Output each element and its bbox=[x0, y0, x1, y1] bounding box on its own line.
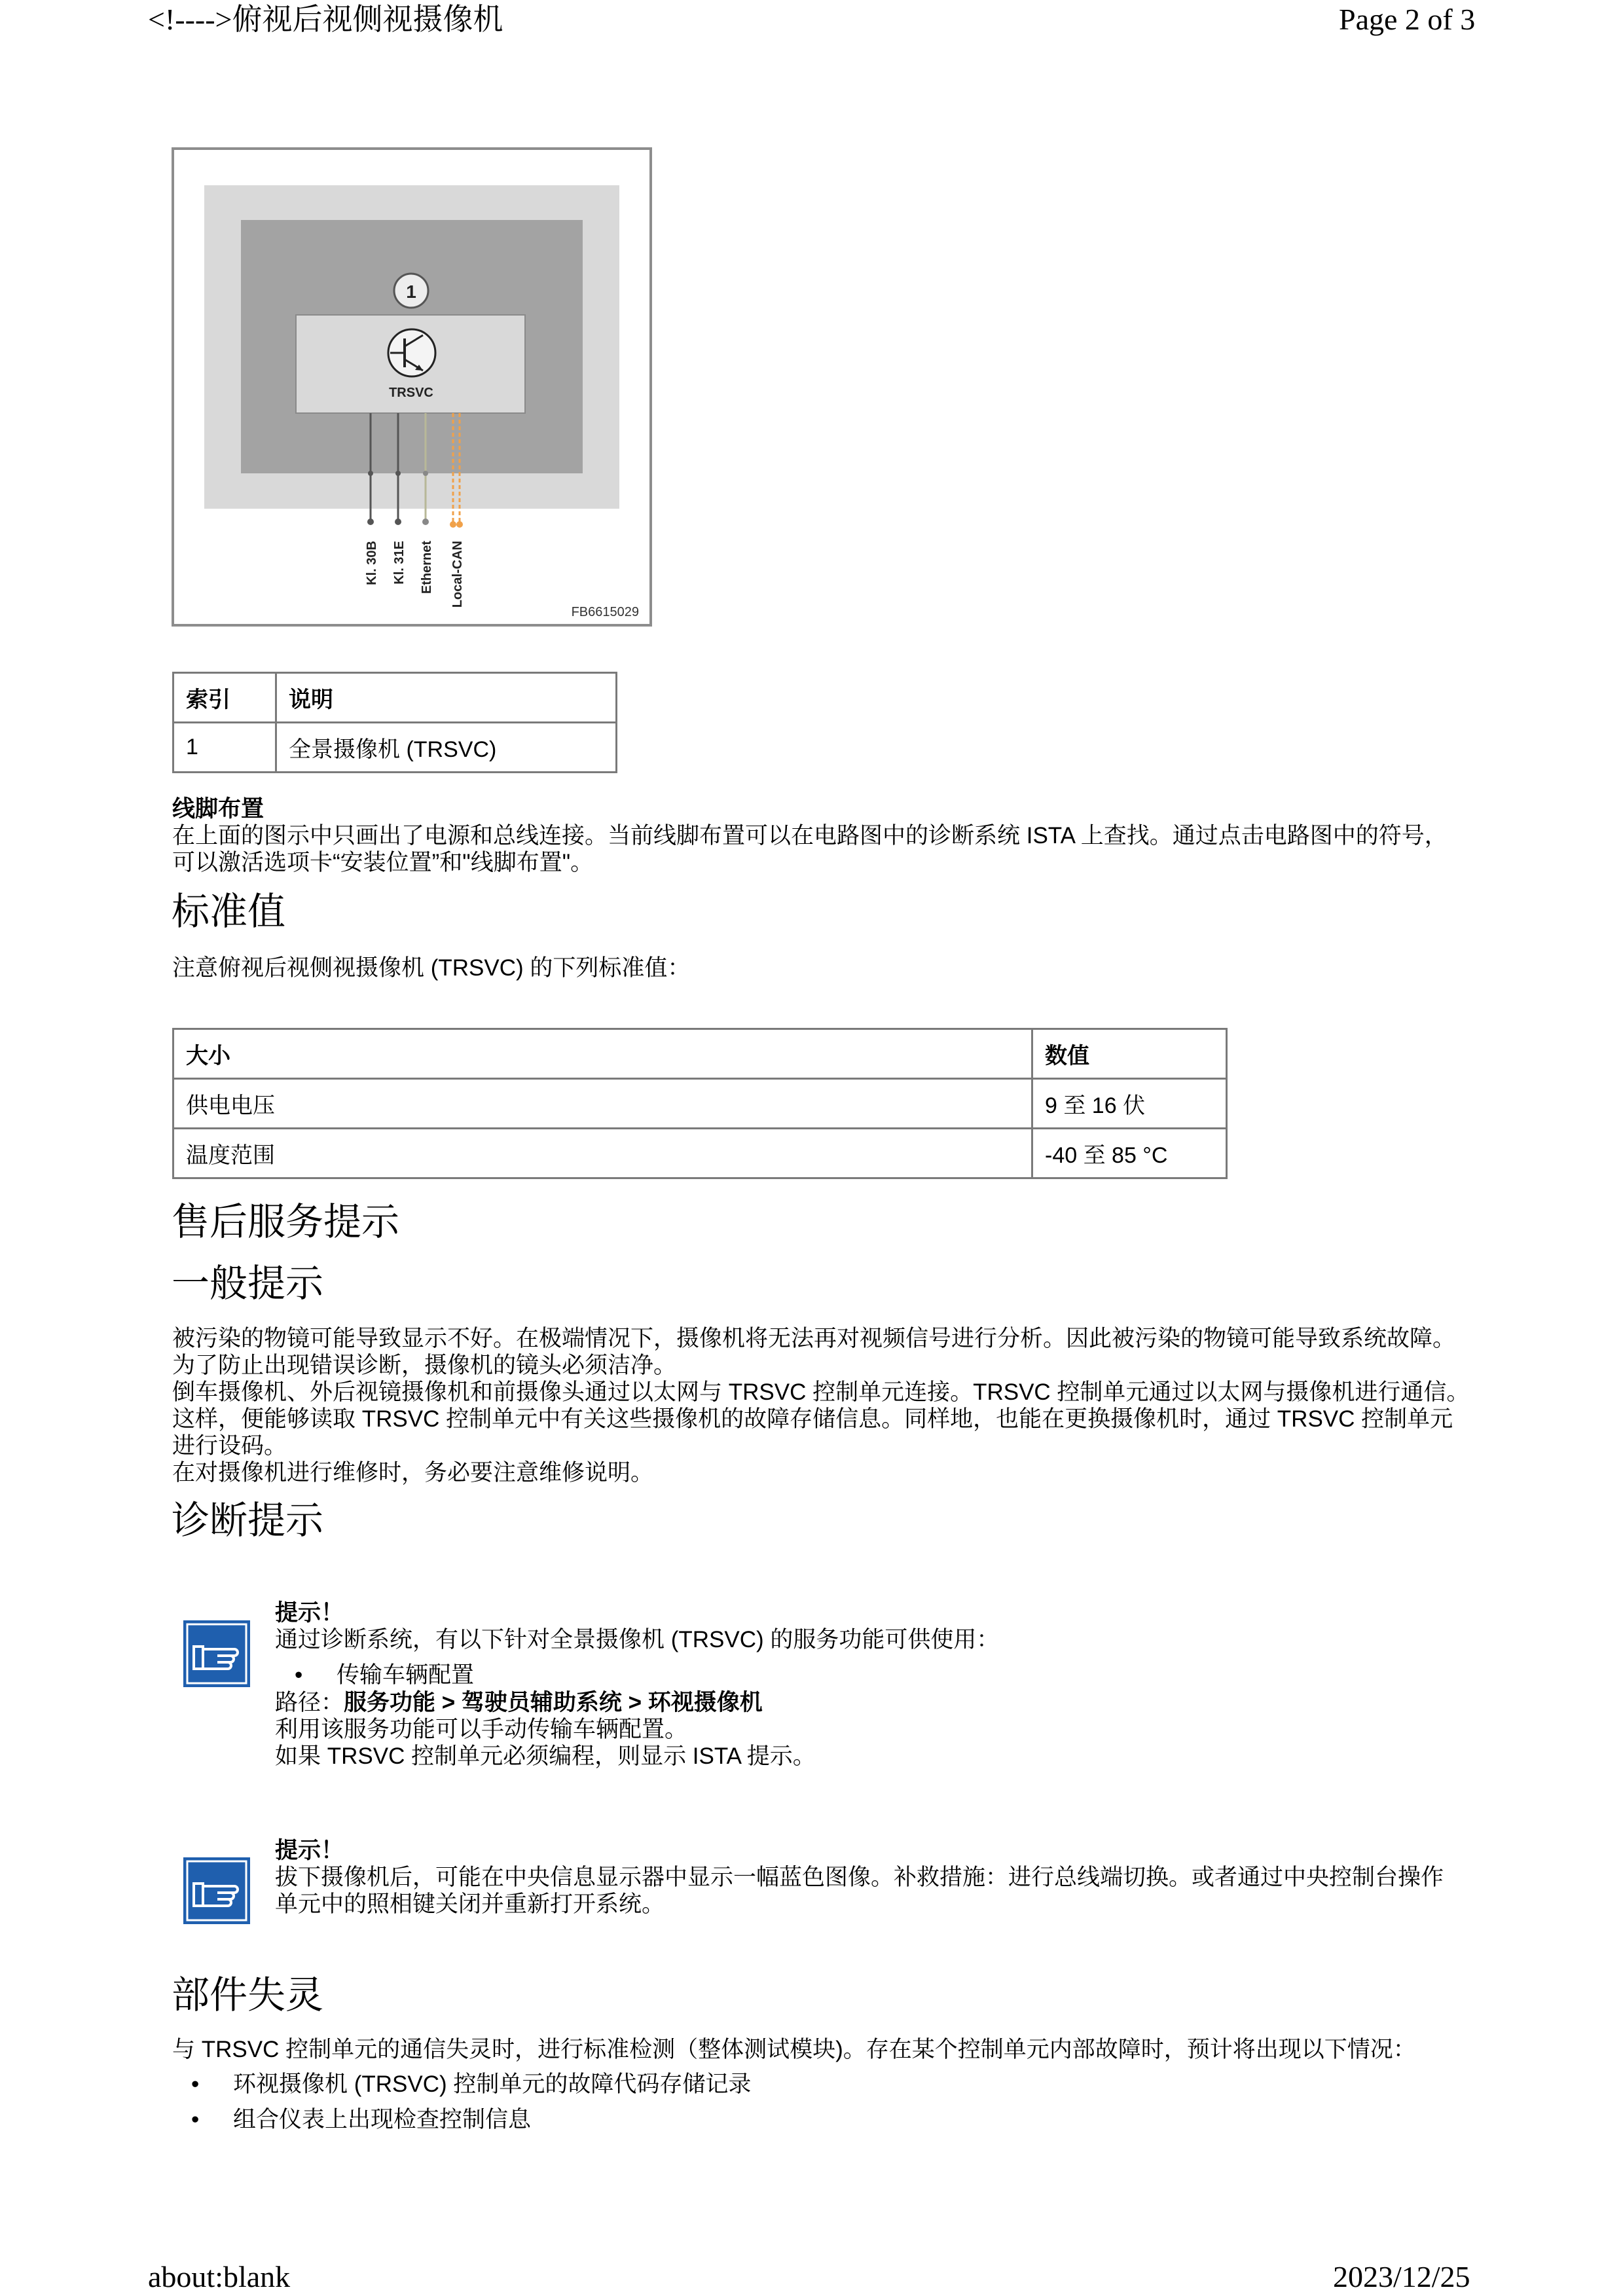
paragraph-line: 为了防止出现错误诊断，摄像机的镜头必须洁净。 bbox=[172, 1353, 677, 1378]
footer-url: about:blank bbox=[148, 2260, 291, 2293]
pin-label-local-can: Local-CAN bbox=[450, 541, 465, 608]
note1-line4: 如果 TRSVC 控制单元必须编程，则显示 ISTA 提示。 bbox=[275, 1743, 816, 1769]
table-row bbox=[173, 723, 617, 773]
service-heading: 售后服务提示 bbox=[172, 1201, 400, 1243]
standard-values-heading: 标准值 bbox=[172, 890, 286, 933]
table-cell: 1 bbox=[173, 723, 276, 773]
general-notes-heading: 一般提示 bbox=[172, 1262, 324, 1305]
table-row bbox=[173, 1129, 1227, 1178]
transistor-icon bbox=[388, 329, 435, 376]
note2-line1: 拔下摄像机后，可能在中央信息显示器中显示一幅蓝色图像。补救措施：进行总线端切换。或者通过中央控制台操作 bbox=[275, 1865, 1444, 1890]
list-item-text: 传输车辆配置 bbox=[337, 1662, 475, 1688]
wiring-diagram bbox=[174, 150, 649, 624]
path-label: 路径： bbox=[275, 1690, 344, 1715]
table-cell: 全景摄像机 (TRSVC) bbox=[276, 723, 617, 773]
note1-title: 提示！ bbox=[275, 1600, 344, 1626]
standard-values-intro: 注意俯视后视侧视摄像机 (TRSVC) 的下列标准值： bbox=[172, 955, 691, 981]
note2-line2: 单元中的照相键关闭并重新打开系统。 bbox=[275, 1891, 665, 1917]
paragraph-line: 在对摄像机进行维修时，务必要注意维修说明。 bbox=[172, 1460, 654, 1485]
note1-line3: 利用该服务功能可以手动传输车辆配置。 bbox=[275, 1717, 688, 1742]
list-item-text: 环视摄像机 (TRSVC) 控制单元的故障代码存储记录 bbox=[233, 2071, 752, 2097]
pin-layout-text-2: 可以激活选项卡“安装位置”和"线脚布置"。 bbox=[172, 850, 594, 875]
wiring-figure bbox=[172, 147, 652, 627]
table-header-row bbox=[173, 673, 617, 723]
paragraph-line: 倒车摄像机、外后视镜摄像机和前摄像头通过以太网与 TRSVC 控制单元连接。TRSVC 控制单元通过以太网与摄像机进行通信。 bbox=[172, 1379, 1470, 1405]
pin-label-kl30b: Kl. 30B bbox=[365, 541, 379, 585]
table-header-cell: 说明 bbox=[276, 673, 617, 723]
table-header-cell: 索引 bbox=[173, 673, 276, 723]
header-page-number: Page 2 of 3 bbox=[1339, 3, 1476, 36]
table-cell: -40 至 85 °C bbox=[1032, 1129, 1227, 1178]
note2-title: 提示！ bbox=[275, 1838, 344, 1863]
failure-intro: 与 TRSVC 控制单元的通信失灵时，进行标准检测（整体测试模块)。存在某个控制单元内部故障时，预计将出现以下情况： bbox=[172, 2037, 1416, 2062]
general-notes-paragraph bbox=[172, 1325, 1469, 1486]
note1-path bbox=[275, 1689, 763, 1716]
index-table bbox=[172, 672, 617, 773]
list-item: • 传输车辆配置 bbox=[295, 1662, 475, 1688]
table-header-row bbox=[173, 1029, 1227, 1079]
table-header-cell: 大小 bbox=[173, 1029, 1032, 1079]
diagnosis-heading: 诊断提示 bbox=[172, 1499, 324, 1542]
component-label: TRSVC bbox=[389, 386, 433, 400]
pin-layout-title: 线脚布置 bbox=[172, 796, 264, 822]
callout-number: 1 bbox=[406, 282, 416, 302]
pin-label-kl31e: Kl. 31E bbox=[392, 541, 407, 585]
failure-bullet-list bbox=[191, 2067, 752, 2138]
paragraph-line: 这样，便能够读取 TRSVC 控制单元中有关这些摄像机的故障存储信息。同样地，也能在更换摄像机时，通过 TRSVC 控制单元 bbox=[172, 1406, 1453, 1432]
path-value: 服务功能 > 驾驶员辅助系统 > 环视摄像机 bbox=[344, 1690, 763, 1715]
table-row bbox=[173, 1079, 1227, 1129]
figure-code: FB6615029 bbox=[571, 605, 639, 619]
list-item: • 组合仪表上出现检查控制信息 bbox=[191, 2107, 532, 2132]
list-item-text: 组合仪表上出现检查控制信息 bbox=[233, 2107, 532, 2132]
note-hand-icon bbox=[183, 1620, 250, 1687]
table-cell: 温度范围 bbox=[173, 1129, 1032, 1178]
table-cell: 9 至 16 伏 bbox=[1032, 1079, 1227, 1129]
list-item: • 环视摄像机 (TRSVC) 控制单元的故障代码存储记录 bbox=[191, 2071, 752, 2097]
table-cell: 供电电压 bbox=[173, 1079, 1032, 1129]
paragraph-line: 进行设码。 bbox=[172, 1433, 287, 1459]
header-title: <!---->俯视后视侧视摄像机 bbox=[148, 3, 503, 36]
paragraph-line: 被污染的物镜可能导致显示不好。在极端情况下，摄像机将无法再对视频信号进行分析。因此被污染的物镜可能导致系统故障。 bbox=[172, 1326, 1456, 1351]
note1-bullet-list bbox=[295, 1658, 475, 1693]
footer-date: 2023/12/25 bbox=[1333, 2260, 1470, 2293]
pin-layout-text-1: 在上面的图示中只画出了电源和总线连接。当前线脚布置可以在电路图中的诊断系统 ISTA 上查找。通过点击电路图中的符号， bbox=[172, 823, 1448, 848]
note-hand-icon bbox=[183, 1857, 250, 1924]
note1-intro: 通过诊断系统，有以下针对全景摄像机 (TRSVC) 的服务功能可供使用： bbox=[275, 1627, 1000, 1652]
standard-values-table bbox=[172, 1028, 1228, 1179]
table-header-cell: 数值 bbox=[1032, 1029, 1227, 1079]
failure-heading: 部件失灵 bbox=[172, 1974, 324, 2016]
pin-label-ethernet: Ethernet bbox=[420, 541, 434, 594]
